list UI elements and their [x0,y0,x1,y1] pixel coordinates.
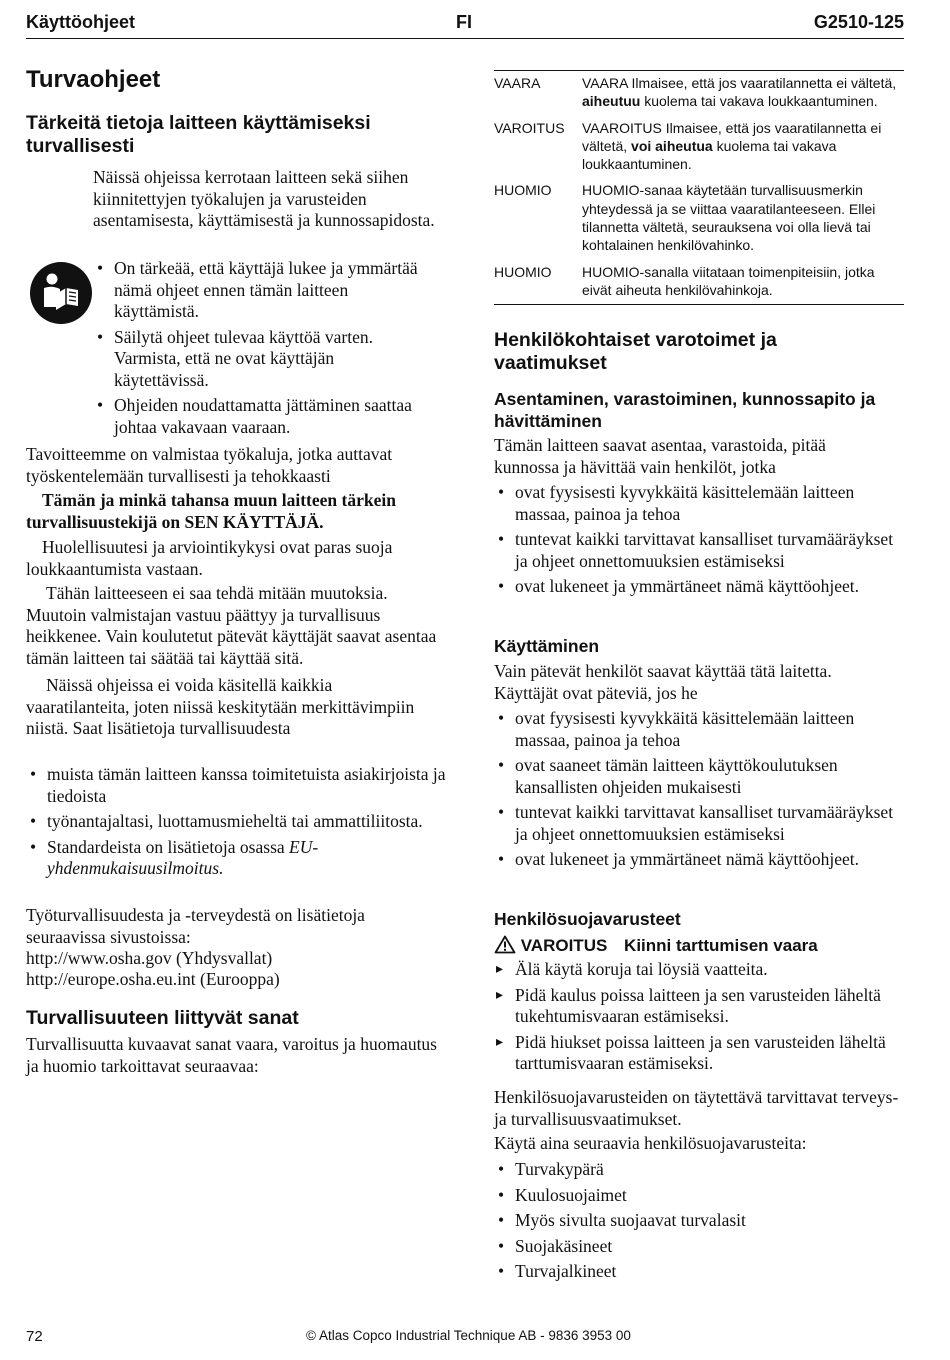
warning-word: VAROITUS [520,936,608,955]
signal-definition [582,71,904,116]
signal-word: HUOMIO [494,182,552,199]
list-item: • työnantajaltasi, luottamusmieheltä tai ammattiliitosta. [26,811,446,833]
signal-words-table [494,70,904,305]
definition-text: kuolema tai vakava loukkaantuminen. [582,137,837,173]
list-item: • ovat fyysisesti kyvykkäitä käsittelemään laitteen massaa, painoa ja tehoa [494,708,909,751]
list-item: • Ohjeiden noudattamatta jättäminen saattaa johtaa vakavaan vaaraan. [93,395,433,438]
list-item: • Myös sivulta suojaavat turvalasit [494,1210,904,1232]
signal-word: VAROITUS [494,119,565,136]
reading-bullet-list [93,258,433,442]
signal-definition [582,116,904,179]
paragraph-care: Huolellisuutesi ja arviointikykysi ovat paras suoja loukkaantumista vastaan. [26,537,393,579]
entanglement-warning [494,935,818,956]
read-manual-icon [30,262,92,324]
list-item: ▸ Pidä hiukset poissa laitteen ja sen varusteiden läheltä tarttumisvaaran estämiseksi. [494,1032,909,1075]
signal-word: VAARA [494,75,541,91]
link-osha-eu[interactable]: http://europe.osha.eu.int (Eurooppa) [26,969,280,989]
paragraph-more-info: Näissä ohjeissa ei voida käsitellä kaikkia vaaratilanteita, joten niissä keskitytään merkittävimpiin niistä. Saat lisätietoja turvallisuudesta [26,675,415,738]
list-item: • Säilytä ohjeet tulevaa käyttöä varten. Varmista, että ne ovat käyttäjän käytettävissä. [93,327,433,392]
definition-emphasis: aiheutuu [582,93,641,110]
standards-text: Standardeista on lisätietoja osassa [47,836,290,857]
paragraph-no-modifications: Tähän laitteeseen ei saa tehdä mitään muutoksia. Muutoin valmistajan vastuu päättyy ja turvallisuus heikkenee. Vain koulutetut pätevät käyttäjät saavat asentaa tämän laitteen tai säätää tai käyttää sitä. [26,583,437,668]
page-number: 72 [26,1328,43,1345]
list-item: • tuntevat kaikki tarvittavat kansalliset turvamääräykset ja ohjeet onnettomuuksien estämiseksi [494,802,909,845]
header-doc-type: Käyttöohjeet [26,12,136,32]
list-item: • Turvakypärä [494,1159,904,1181]
table-row [494,116,904,179]
table-row [494,178,904,259]
paragraph-ppe-requirements: Henkilösuojavarusteiden on täytettävä tarvittavat terveys- ja turvallisuusvaatimukset. [494,1087,899,1129]
section-heading-signal-words: Turvallisuuteen liittyvät sanat [26,1007,299,1029]
list-item: • muista tämän laitteen kanssa toimitetuista asiakirjoista ja tiedoista [26,764,446,807]
definition-text: VAAROITUS Ilmaisee, että jos vaaratilannetta ei vältetä, [582,119,882,154]
list-item: ▸ Älä käytä koruja tai löysiä vaatteita. [494,959,909,981]
copyright: © Atlas Copco Industrial Technique AB - 9836 3953 00 [306,1328,631,1343]
list-item: • Kuulosuojaimet [494,1185,904,1207]
definition-text: VAARA Ilmaisee, että jos vaaratilannetta ei vältetä, [582,75,897,91]
signal-definition: HUOMIO-sanaa käytetään turvallisuusmerkin yhteydessä ja se viittaa vaaratilanteeseen. Ellei tilannetta vältetä, seurauksena voi olla lievä tai kohtalainen henkilövahinko. [582,182,876,254]
list-item: • ovat lukeneet ja ymmärtäneet nämä käyttöohjeet. [494,849,909,871]
subheading-operation: Käyttäminen [494,636,600,656]
ppe-items-list [494,1159,904,1287]
list-item: • On tärkeää, että käyttäjä lukee ja ymmärtää nämä ohjeet ennen tämän laitteen käyttämistä. [93,258,433,323]
list-item: • tuntevat kaikki tarvittavat kansalliset turvamääräykset ja ohjeet onnettomuuksien estämiseksi [494,529,909,572]
warning-text: Kiinni tarttumisen vaara [624,936,818,955]
operator-requirements-list [494,708,909,875]
intro-paragraph: Näissä ohjeissa kerrotaan laitteen sekä siihen kiinnitettyjen työkalujen ja varusteiden asentamisesta, käyttämisestä ja kunnossapidosta. [93,167,435,230]
paragraph-websites: Työturvallisuudesta ja -terveydestä on lisätietoja seuraavissa sivustoissa: [26,905,365,947]
link-osha-us[interactable]: http://www.osha.gov (Yhdysvallat) [26,948,273,968]
list-item [26,837,446,880]
eu-declaration-reference[interactable]: EU-yhdenmukaisuusilmoitus. [47,836,319,878]
signal-word: HUOMIO [494,263,552,280]
table-row [494,260,904,305]
subheading-ppe: Henkilösuojavarusteet [494,909,681,929]
paragraph-ppe-always-use: Käytä aina seuraavia henkilösuojavarusteita: [494,1133,807,1153]
list-item: • ovat fyysisesti kyvykkäitä käsittelemään laitteen massaa, painoa ja tehoa [494,482,909,525]
definition-text: kuolema tai vakava loukkaantuminen. [640,93,878,110]
page-header [26,10,904,39]
header-model: G2510-125 [813,12,904,32]
paragraph-goal: Tavoitteemme on valmistaa työkaluja, jotka auttavat työskentelemään turvallisesti ja tehokkaasti [26,444,393,486]
list-item: • Turvajalkineet [494,1261,904,1283]
entanglement-instructions-list [494,959,909,1079]
table-row [494,71,904,116]
info-sources-list [26,764,446,884]
list-item: ▸ Pidä kaulus poissa laitteen ja sen varusteiden läheltä tukehtumisvaaran estämiseksi. [494,985,909,1028]
page-title: Turvaohjeet [26,66,161,93]
section-heading-important-info: Tärkeitä tietoja laitteen käyttämiseksi turvallisesti [26,112,371,157]
paragraph-installation: Tämän laitteen saavat asentaa, varastoida, pitää kunnossa ja hävittää vain henkilöt, jotka [494,435,826,477]
definition-emphasis: voi aiheutua [631,137,713,154]
list-item: • Suojakäsineet [494,1236,904,1258]
installation-requirements-list [494,482,909,602]
signal-definition: HUOMIO-sanalla viitataan toimenpiteisiin, jotka eivät aiheuta henkilövahinkoja. [582,263,875,298]
header-language: FI [456,12,472,32]
section-heading-personal-precautions: Henkilökohtaiset varotoimet ja vaatimukset [494,329,777,374]
paragraph-user-emphasis: Tämän ja minkä tahansa muun laitteen tärkein turvallisuustekijä on SEN KÄYTTÄJÄ. [26,490,396,532]
subheading-installation: Asentaminen, varastoiminen, kunnossapito ja hävittäminen [494,389,876,431]
paragraph-signal-words: Turvallisuutta kuvaavat sanat vaara, varoitus ja huomautus ja huomio tarkoittavat seuraavaa: [26,1034,437,1076]
paragraph-operation: Vain pätevät henkilöt saavat käyttää tätä laitetta. Käyttäjät ovat päteviä, jos he [494,661,832,703]
warning-triangle-icon [494,935,516,954]
list-item: • ovat saaneet tämän laitteen käyttökoulutuksen kansallisten ohjeiden mukaisesti [494,755,909,798]
list-item: • ovat lukeneet ja ymmärtäneet nämä käyttöohjeet. [494,576,909,598]
